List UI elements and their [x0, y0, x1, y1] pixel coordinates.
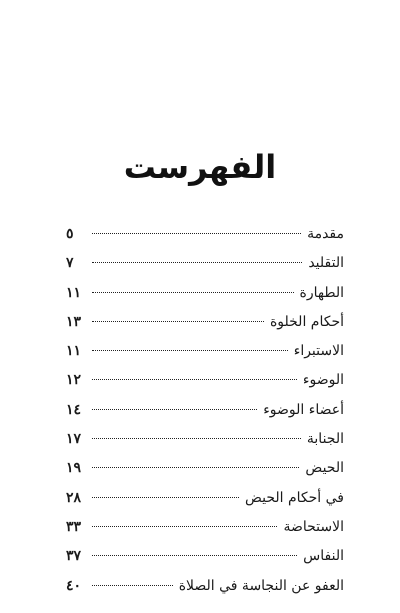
toc-entry: [66, 484, 344, 513]
toc-entry-label: الوضوء: [302, 372, 344, 389]
toc-entry-page: ٤٠: [66, 577, 82, 594]
toc-entry-label: الطهارة: [299, 284, 344, 301]
toc-entry: [66, 249, 344, 278]
toc-entry: [66, 425, 344, 454]
toc-entry-page: ٣٧: [66, 548, 82, 565]
toc-entry: [66, 572, 344, 601]
toc-entry: [66, 513, 344, 542]
toc-entry-page: ١٣: [66, 313, 82, 330]
dot-leader: [92, 292, 294, 293]
dot-leader: [92, 526, 277, 527]
toc-entry-label: أحكام الخلوة: [269, 313, 344, 330]
dot-leader: [92, 233, 301, 234]
toc-entry-label: النفاس: [303, 548, 344, 565]
toc-entry-label: الحيض: [305, 460, 344, 477]
toc-entry-label: مقدمة: [307, 226, 344, 242]
dot-leader: [92, 555, 297, 556]
dot-leader: [92, 409, 257, 410]
toc-entry-page: ٣٣: [66, 518, 82, 535]
toc-entry-page: ١١: [66, 284, 82, 301]
toc-entry-label: الاستبراء: [293, 343, 344, 360]
toc-entry-label: التقليد: [308, 255, 344, 272]
toc-entry-label: العفو عن النجاسة في الصلاة: [178, 577, 344, 594]
toc-entry-label: أعضاء الوضوء: [263, 401, 344, 418]
toc-entry: [66, 454, 344, 483]
toc-entry-label: الاستحاضة: [283, 518, 344, 535]
dot-leader: [92, 379, 297, 380]
toc-entry: [66, 308, 344, 337]
page-title: الفهرست: [123, 148, 277, 186]
toc-entry-page: ٥: [66, 226, 74, 242]
dot-leader: [92, 585, 173, 586]
toc-entry-page: ١٩: [66, 460, 82, 477]
dot-leader: [92, 438, 301, 439]
toc-entry-label: الجنابة: [306, 431, 344, 448]
toc-entry: [66, 396, 344, 425]
dot-leader: [92, 350, 288, 351]
toc-entry: [66, 279, 344, 308]
toc-entry-page: ١٤: [66, 401, 82, 418]
toc-entry-page: ١٧: [66, 431, 82, 448]
dot-leader: [92, 467, 299, 468]
toc-entry: [66, 366, 344, 395]
toc-entry-label: في أحكام الحيض: [244, 489, 344, 506]
toc-entry-page: ١١: [66, 343, 82, 360]
toc-entry: [66, 337, 344, 366]
dot-leader: [92, 262, 302, 263]
toc-entry: [66, 542, 344, 571]
toc-entry: [66, 220, 344, 249]
toc-entry-page: ٢٨: [66, 489, 82, 506]
dot-leader: [92, 497, 239, 498]
toc-entry-page: ٧: [66, 255, 74, 272]
dot-leader: [92, 321, 264, 322]
table-of-contents: [66, 220, 344, 601]
toc-entry-page: ١٢: [66, 372, 82, 389]
